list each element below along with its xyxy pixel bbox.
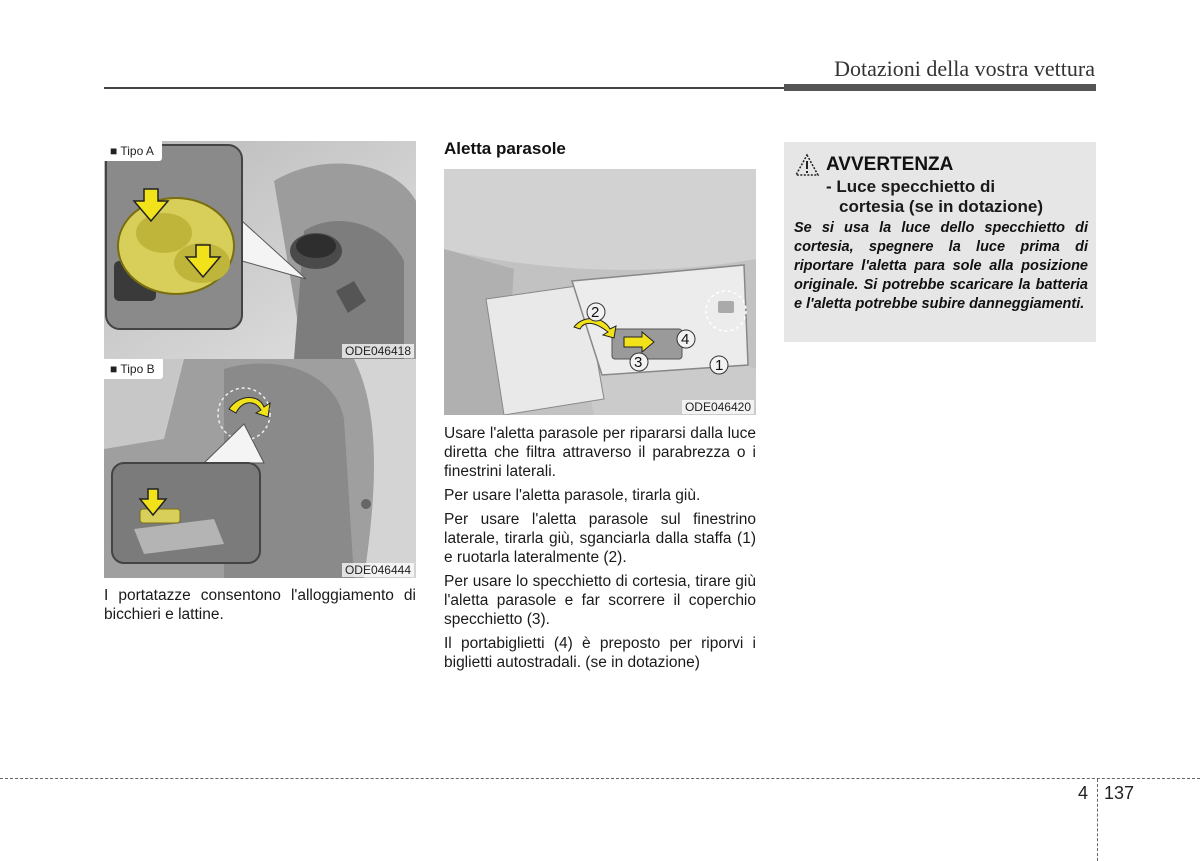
callout-2: 2 bbox=[591, 304, 600, 321]
header-rule-accent bbox=[784, 84, 1096, 91]
instruction-paragraph: Per usare l'aletta parasole, tirarla giù. bbox=[444, 487, 701, 504]
footer-rule bbox=[0, 778, 1200, 779]
callout-1: 1 bbox=[715, 357, 724, 374]
chapter-number: 4 bbox=[1078, 783, 1089, 803]
instruction-paragraph: Per usare lo specchietto di cortesia, tirare giù l'aletta parasole e far scorrere il coperchio specchietto (3). bbox=[444, 573, 756, 628]
instruction-paragraph: Il portabiglietti (4) è preposto per riporvi i biglietti autostradali. (se in dotazione) bbox=[444, 635, 756, 671]
warning-box bbox=[784, 142, 1096, 342]
page-header-title: Dotazioni della vostra vettura bbox=[834, 56, 1095, 81]
figure-tag-type-b: ■ Tipo B bbox=[104, 359, 163, 379]
warning-triangle-icon bbox=[794, 153, 820, 177]
warning-title: AVVERTENZA bbox=[826, 154, 954, 175]
cupholder-type-b-figure bbox=[104, 359, 416, 578]
cupholder-type-b-illustration bbox=[104, 359, 416, 578]
cupholder-type-a-figure bbox=[104, 141, 416, 359]
page-number: 137 bbox=[1104, 783, 1135, 803]
figure-tag-type-a: ■ Tipo A bbox=[104, 141, 162, 161]
warning-subtitle-continued: cortesia (se in dotazione) bbox=[839, 197, 1044, 216]
section-heading: Aletta parasole bbox=[444, 139, 566, 158]
instruction-paragraph: Per usare l'aletta parasole sul finestrino laterale, tirarla giù, sganciarla dalla staffa (1) e ruotarla lateralmente (2). bbox=[444, 511, 756, 566]
figure-code: ODE046444 bbox=[342, 563, 414, 577]
instruction-paragraph: Usare l'aletta parasole per ripararsi dalla luce diretta che filtra attraverso il parabrezza o i finestrini laterali. bbox=[444, 425, 756, 480]
callout-3: 3 bbox=[634, 354, 643, 371]
footer-divider bbox=[1097, 779, 1098, 861]
warning-body: Se si usa la luce dello specchietto di cortesia, spegnere la luce prima di riportare l'aletta para sole alla posizione originale. Si potrebbe scaricare la batteria e l'aletta potrebbe subire danneggiamenti. bbox=[794, 220, 1088, 312]
cupholder-type-a-illustration bbox=[104, 141, 416, 359]
sun-visor-illustration bbox=[444, 169, 756, 415]
figure-code: ODE046418 bbox=[342, 344, 414, 358]
figure-code: ODE046420 bbox=[682, 400, 754, 414]
callout-4: 4 bbox=[681, 331, 690, 348]
sun-visor-figure bbox=[444, 169, 756, 415]
sun-visor-instructions bbox=[444, 424, 756, 677]
warning-subtitle: - Luce specchietto di bbox=[826, 177, 996, 196]
caption-paragraph: I portatazze consentono l'alloggiamento di bicchieri e lattine. bbox=[104, 587, 416, 623]
cupholder-caption bbox=[104, 586, 416, 629]
